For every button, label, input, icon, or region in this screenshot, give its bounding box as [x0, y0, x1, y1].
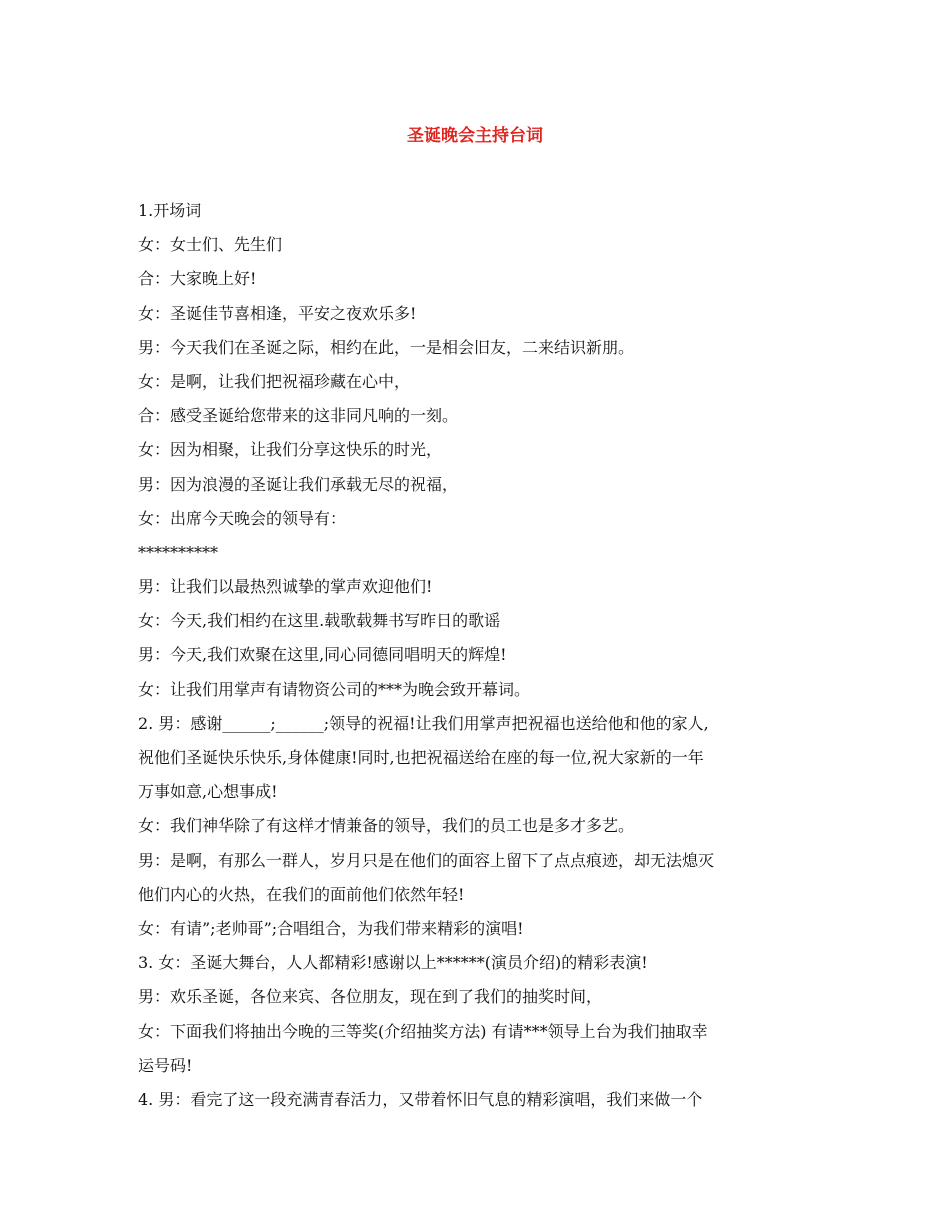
- text-line: 合：感受圣诞给您带来的这非同凡响的一刻。: [138, 406, 459, 426]
- text-line: 3. 女：圣诞大舞台，人人都精彩!感谢以上******(演员介绍)的精彩表演!: [138, 953, 648, 973]
- text-line: 女：有请”;老帅哥”;合唱组合，为我们带来精彩的演唱!: [138, 918, 524, 938]
- text-line: 男：今天,我们欢聚在这里,同心同德同唱明天的辉煌!: [138, 645, 507, 665]
- text-line: 男：今天我们在圣诞之际，相约在此，一是相会旧友，二来结识新朋。: [138, 337, 635, 357]
- text-line: 女：下面我们将抽出今晚的三等奖(介绍抽奖方法) 有请***领导上台为我们抽取幸: [138, 1021, 708, 1041]
- text-line: 女：因为相聚，让我们分享这快乐的时光，: [138, 440, 443, 460]
- text-line: **********: [138, 542, 218, 562]
- text-line: 女：我们神华除了有这样才情兼备的领导，我们的员工也是多才多艺。: [138, 816, 635, 836]
- text-line: 男：因为浪漫的圣诞让我们承载无尽的祝福，: [138, 474, 459, 494]
- text-line: 4. 男：看完了这一段充满青春活力，又带着怀旧气息的精彩演唱，我们来做一个: [138, 1089, 703, 1109]
- text-line: 万事如意,心想事成!: [138, 782, 278, 802]
- text-line: 男：是啊，有那么一群人，岁月只是在他们的面容上留下了点点痕迹，却无法熄灭: [138, 850, 715, 870]
- text-line: 女：女士们、先生们: [138, 235, 283, 255]
- text-line: 运号码!: [138, 1055, 193, 1075]
- text-line: 2. 男：感谢______;______;领导的祝福!让我们用掌声把祝福也送给他和他的家人,: [138, 713, 709, 733]
- text-line: 男：欢乐圣诞，各位来宾、各位朋友，现在到了我们的抽奖时间，: [138, 987, 603, 1007]
- text-line: 1.开场词: [138, 201, 202, 220]
- document-title: 圣诞晚会主持台词: [407, 126, 543, 146]
- text-line: 女：让我们用掌声有请物资公司的***为晚会致开幕词。: [138, 679, 531, 699]
- text-line: 男：让我们以最热烈诚挚的掌声欢迎他们!: [138, 577, 433, 597]
- text-line: 女：今天,我们相约在这里.载歌载舞书写昨日的歌谣: [138, 611, 501, 631]
- text-line: 他们内心的火热，在我们的面前他们依然年轻!: [138, 884, 465, 904]
- document-body: [138, 194, 828, 1117]
- text-line: 合：大家晚上好!: [138, 269, 257, 289]
- text-line: 祝他们圣诞快乐快乐,身体健康!同时,也把祝福送给在座的每一位,祝大家新的一年: [138, 748, 704, 767]
- text-line: 女：圣诞佳节喜相逢，平安之夜欢乐多!: [138, 303, 417, 323]
- text-line: 女：出席今天晚会的领导有：: [138, 508, 347, 528]
- text-line: 女：是啊，让我们把祝福珍藏在心中，: [138, 371, 411, 391]
